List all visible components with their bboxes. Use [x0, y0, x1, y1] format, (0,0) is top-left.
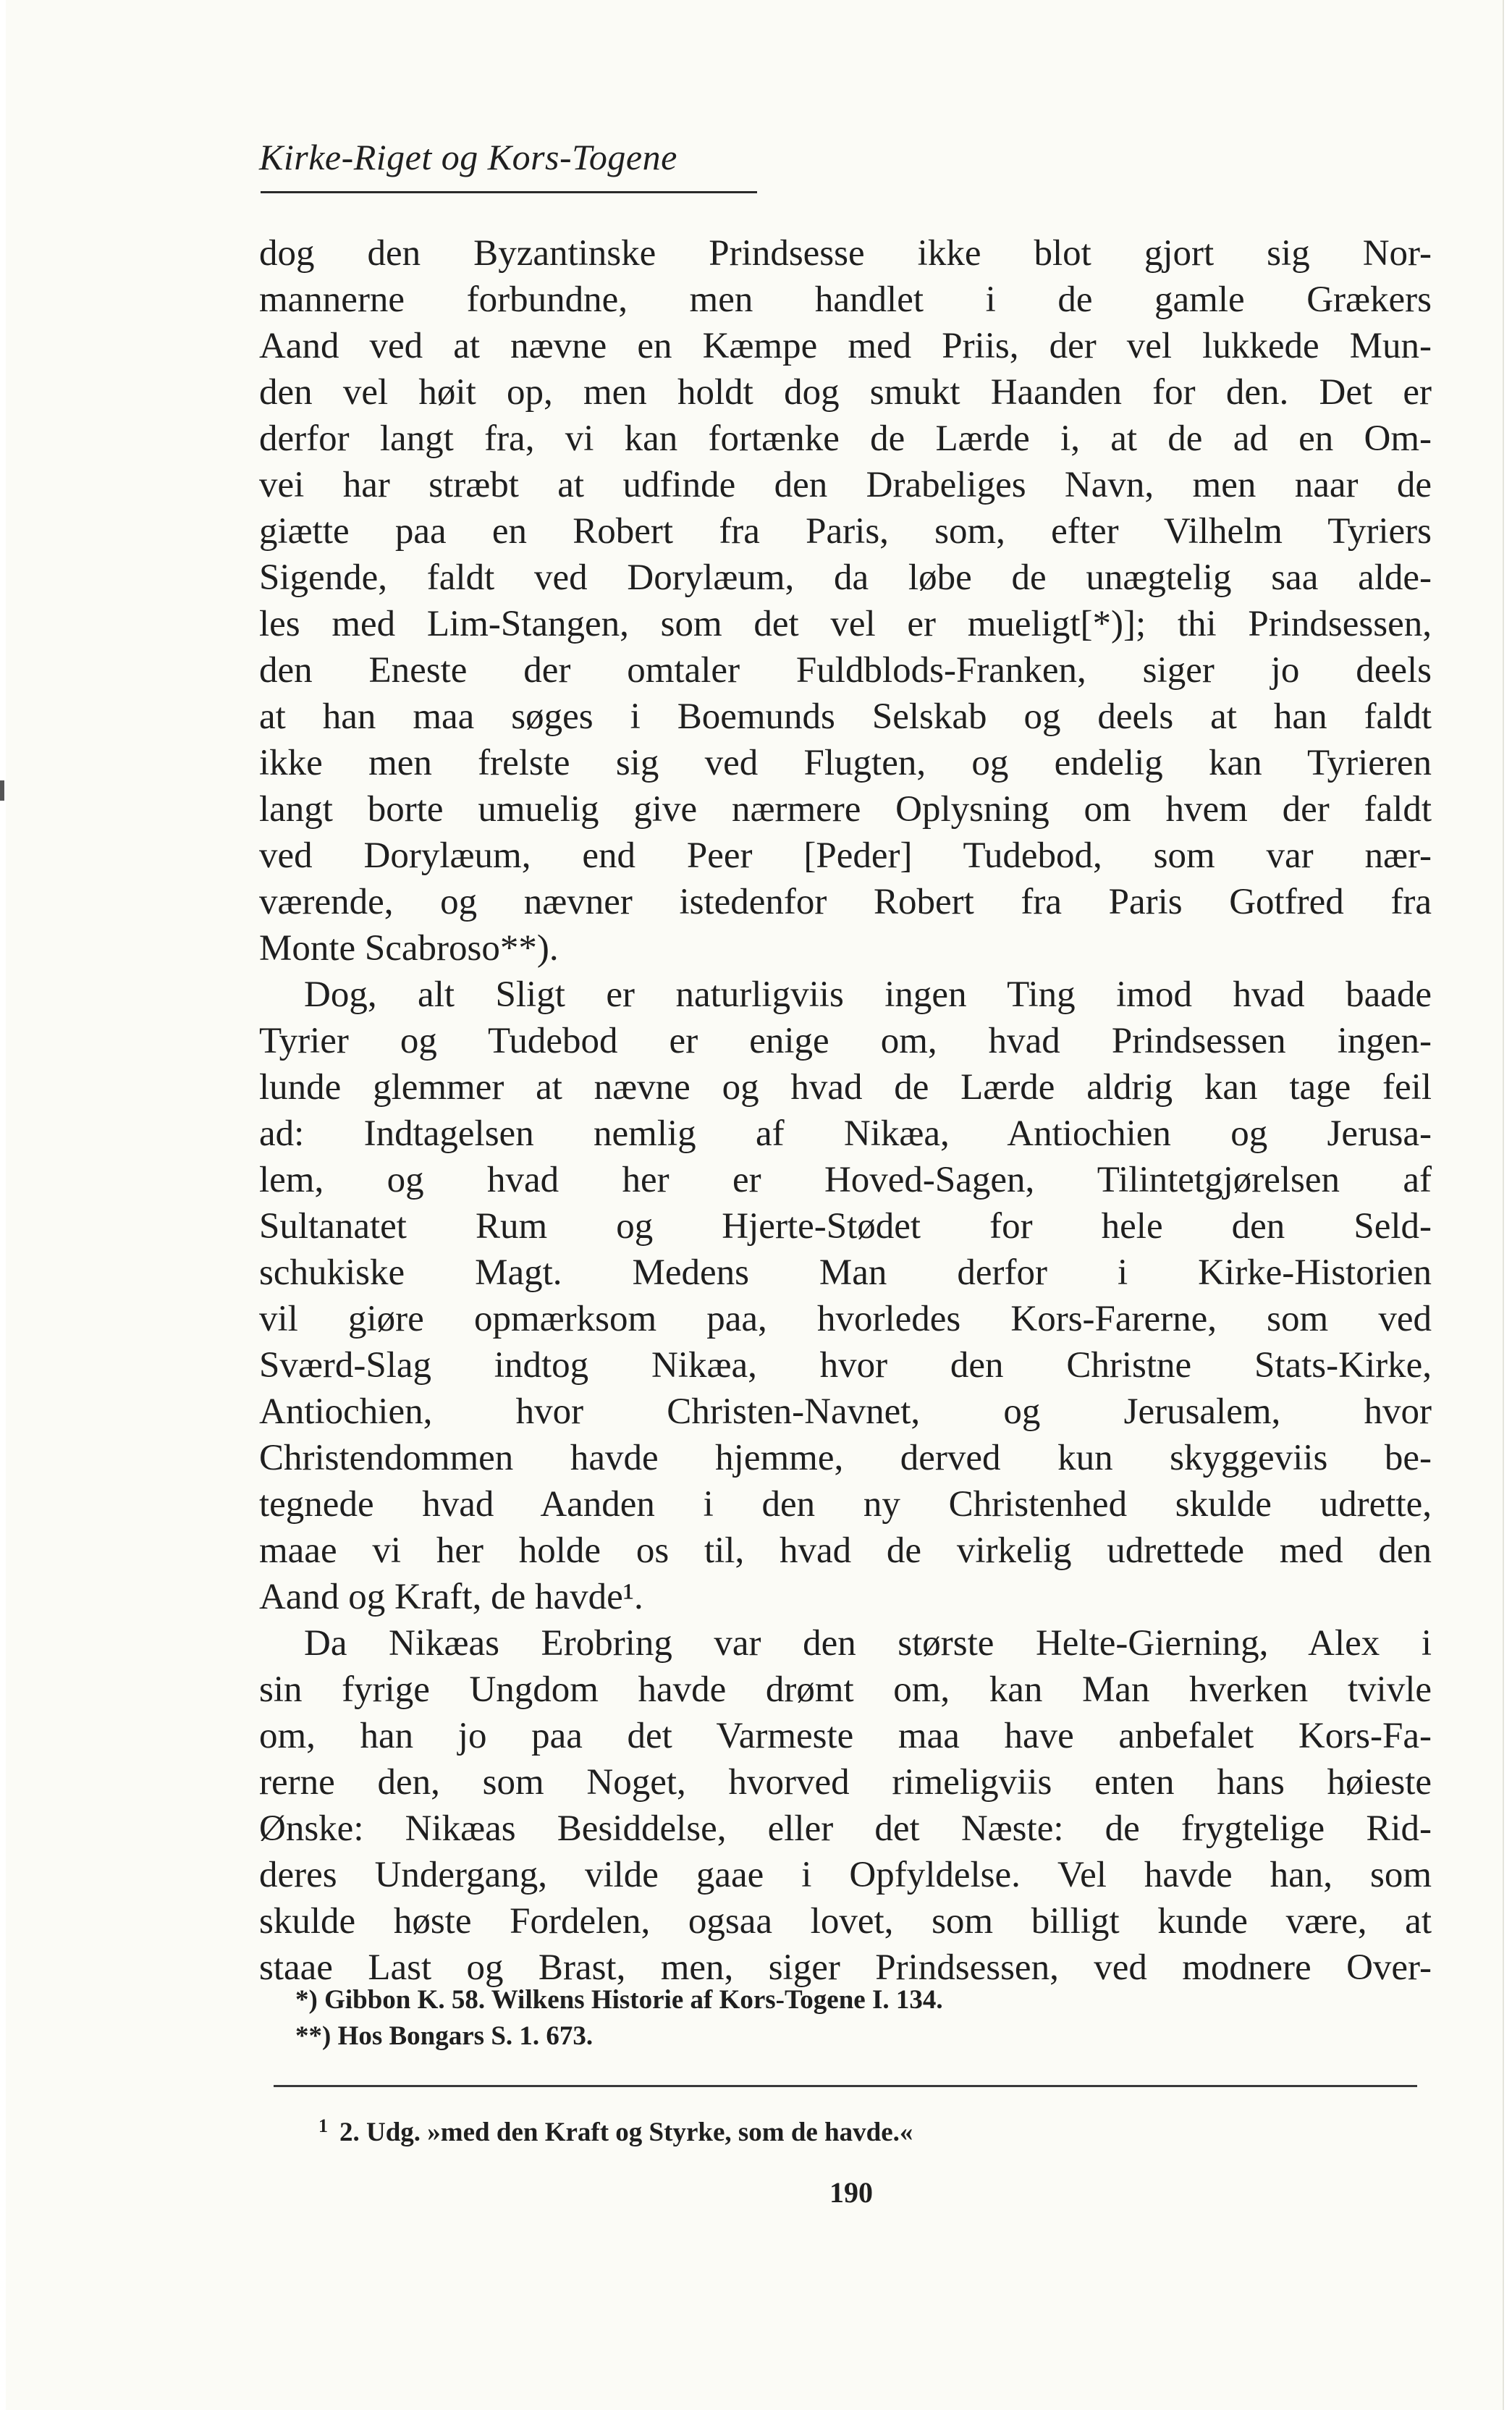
- page-number: 190: [829, 2176, 873, 2209]
- text-line: staae Last og Brast, men, siger Prindsessen, ved modnere Over-: [259, 1947, 1432, 1988]
- running-title: Kirke-Riget og Kors-Togene: [259, 137, 677, 177]
- text-line: langt borte umuelig give nærmere Oplysning om hvem der faldt: [259, 789, 1432, 830]
- paragraph-end-line: Aand og Kraft, de havde¹.: [259, 1577, 643, 1617]
- text-line: derfor langt fra, vi kan fortænke de Lærde i, at de ad en Om-: [259, 418, 1432, 459]
- footnote: *) Gibbon K. 58. Wilkens Historie af Kors-Togene I. 134.: [295, 1985, 943, 2015]
- text-line: sin fyrige Ungdom havde drømt om, kan Man hverken tvivle: [259, 1669, 1432, 1710]
- paragraph-end-line: Monte Scabroso**).: [259, 928, 559, 969]
- text-line: Aand ved at nævne en Kæmpe med Priis, der vel lukkede Mun-: [259, 326, 1432, 366]
- scan-margin-mark: [0, 780, 4, 801]
- text-line: Sigende, faldt ved Dorylæum, da løbe de unægtelig saa alde-: [259, 557, 1432, 598]
- text-line: ad: Indtagelsen nemlig af Nikæa, Antiochien og Jerusa-: [259, 1113, 1432, 1154]
- footnote: **) Hos Bongars S. 1. 673.: [295, 2021, 594, 2051]
- text-line: ikke men frelste sig ved Flugten, og endelig kan Tyrieren: [259, 743, 1432, 783]
- footnotes: [295, 1982, 1236, 2055]
- text-line: om, han jo paa det Varmeste maa have anbefalet Kors-Fa-: [259, 1716, 1432, 1756]
- text-line: ved Dorylæum, end Peer [Peder] Tudebod, som var nær-: [259, 835, 1432, 876]
- edition-note-text: 2. Udg. »med den Kraft og Styrke, som de havde.«: [339, 2118, 913, 2147]
- body-text: [259, 230, 1432, 1991]
- text-line: den Eneste der omtaler Fuldblods-Franken, siger jo deels: [259, 650, 1432, 691]
- text-line: Ønske: Nikæas Besiddelse, eller det Næste: de frygtelige Rid-: [259, 1808, 1432, 1849]
- text-line: vei har stræbt at udfinde den Drabeliges Navn, men naar de: [259, 465, 1432, 505]
- text-line: værende, og nævner istedenfor Robert fra Paris Gotfred fra: [259, 882, 1432, 922]
- text-line: lem, og hvad her er Hoved-Sagen, Tilintetgjørelsen af: [259, 1160, 1432, 1200]
- text-line: at han maa søges i Boemunds Selskab og deels at han faldt: [259, 696, 1432, 737]
- text-line: Antiochien, hvor Christen-Navnet, og Jerusalem, hvor: [259, 1391, 1432, 1432]
- text-line: den vel høit op, men holdt dog smukt Haanden for den. Det er: [259, 372, 1432, 413]
- text-line: tegnede hvad Aanden i den ny Christenhed skulde udrette,: [259, 1484, 1432, 1525]
- edition-note-marker: 1: [318, 2115, 328, 2136]
- text-line: Tyrier og Tudebod er enige om, hvad Prindsessen ingen-: [259, 1021, 1432, 1061]
- text-line: rerne den, som Noget, hvorved rimeligviis enten hans høieste: [259, 1762, 1432, 1803]
- text-line: Sværd-Slag indtog Nikæa, hvor den Christne Stats-Kirke,: [259, 1345, 1432, 1386]
- text-line: deres Undergang, vilde gaae i Opfyldelse. Vel havde han, som: [259, 1855, 1432, 1895]
- text-line: Christendommen havde hjemme, derved kun skyggeviis be-: [259, 1438, 1432, 1478]
- text-line: les med Lim-Stangen, som det vel er mueligt[*)]; thi Prindsessen,: [259, 604, 1432, 644]
- running-title-rule: [261, 191, 757, 193]
- text-line: dog den Byzantinske Prindsesse ikke blot gjort sig Nor-: [259, 233, 1432, 274]
- text-line: giætte paa en Robert fra Paris, som, efter Vilhelm Tyriers: [259, 511, 1432, 552]
- text-line: schukiske Magt. Medens Man derfor i Kirke-Historien: [259, 1252, 1432, 1293]
- text-line: vil giøre opmærksom paa, hvorledes Kors-Farerne, som ved: [259, 1299, 1432, 1339]
- edition-note: [318, 2108, 913, 2151]
- text-line: maae vi her holde os til, hvad de virkelig udrettede med den: [259, 1530, 1432, 1571]
- paragraph-start-line: Dog, alt Sligt er naturligviis ingen Ting imod hvad baade: [304, 974, 1432, 1015]
- text-line: mannerne forbundne, men handlet i de gamle Grækers: [259, 279, 1432, 320]
- book-page: [6, 0, 1504, 2410]
- text-line: skulde høste Fordelen, ogsaa lovet, som billigt kunde være, at: [259, 1901, 1432, 1942]
- text-line: Sultanatet Rum og Hjerte-Stødet for hele den Seld-: [259, 1206, 1432, 1247]
- paragraph-start-line: Da Nikæas Erobring var den største Helte-Gierning, Alex i: [304, 1623, 1432, 1664]
- text-line: lunde glemmer at nævne og hvad de Lærde aldrig kan tage feil: [259, 1067, 1432, 1108]
- footnote-rule: [274, 2085, 1417, 2087]
